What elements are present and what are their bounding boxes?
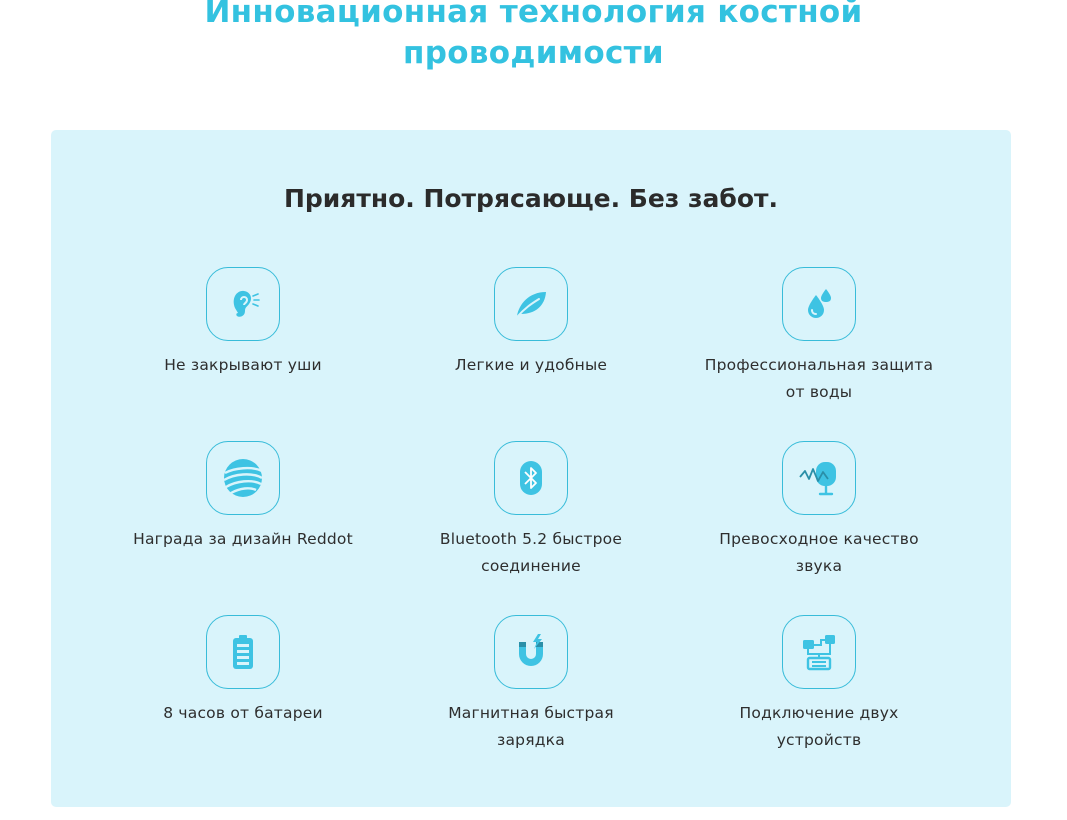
feature-label-2: устройств (776, 731, 862, 749)
hero-title-line2: проводимости (403, 35, 664, 71)
feature-dual-device (689, 615, 949, 754)
magnet-charge-icon (494, 615, 568, 689)
feature-label-2: зарядка (497, 731, 565, 749)
feature-battery (113, 615, 373, 727)
globe-award-icon (206, 441, 280, 515)
feather-icon (494, 267, 568, 341)
feature-label: Профессиональная защита (704, 356, 934, 374)
feature-label: 8 часов от батареи (163, 704, 323, 722)
feature-label: Магнитная быстрая (448, 704, 614, 722)
feature-label: Превосходное качество (719, 530, 919, 548)
feature-bluetooth (401, 441, 661, 580)
feature-sound-quality (689, 441, 949, 580)
feature-magnetic-charging (401, 615, 661, 754)
ear-icon (206, 267, 280, 341)
feature-label-2: соединение (481, 557, 581, 575)
bluetooth-icon (494, 441, 568, 515)
feature-label: Не закрывают уши (164, 356, 322, 374)
microphone-wave-icon (782, 441, 856, 515)
feature-label-2: звука (795, 557, 843, 575)
battery-icon (206, 615, 280, 689)
feature-label: Легкие и удобные (454, 356, 608, 374)
feature-reddot (113, 441, 373, 553)
hero-title (0, 0, 1067, 74)
feature-label: Bluetooth 5.2 быстрое (439, 530, 623, 548)
feature-waterproof (689, 267, 949, 406)
features-card (51, 130, 1011, 807)
feature-label: Награда за дизайн Reddot (133, 530, 353, 548)
hero-title-line1: Инновационная технология костной (204, 0, 863, 30)
water-drop-icon (782, 267, 856, 341)
feature-open-ear (113, 267, 373, 379)
feature-label-2: от воды (785, 383, 853, 401)
feature-lightweight (401, 267, 661, 379)
multi-device-icon (782, 615, 856, 689)
card-title: Приятно. Потрясающе. Без забот. (283, 184, 779, 213)
feature-label: Подключение двух (739, 704, 899, 722)
